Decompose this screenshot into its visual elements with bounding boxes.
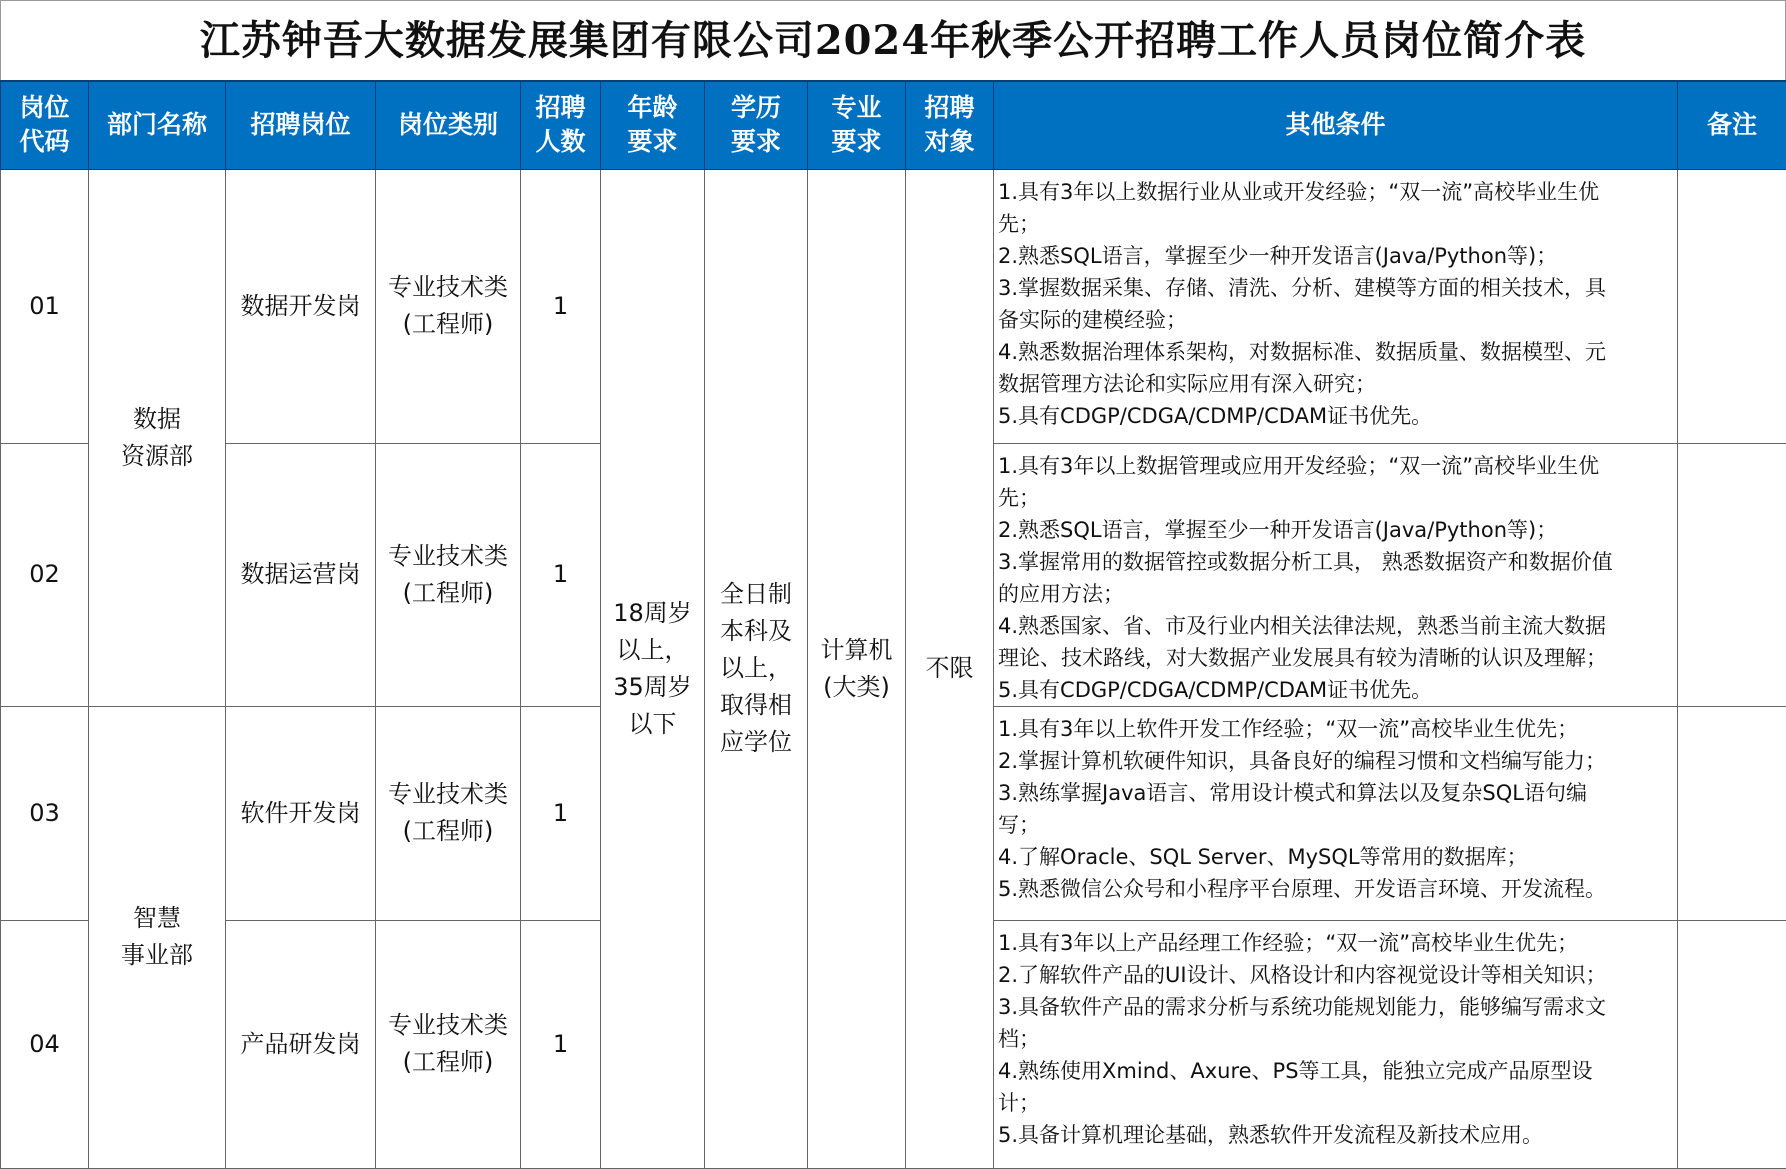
hire-count: 1 <box>521 169 601 443</box>
header-edu: 学历 要求 <box>705 81 808 169</box>
header-remarks: 备注 <box>1678 81 1786 169</box>
position-name: 软件开发岗 <box>226 706 376 920</box>
header-category: 岗位类别 <box>376 81 521 169</box>
position-name: 数据开发岗 <box>226 169 376 443</box>
position-name: 产品研发岗 <box>226 920 376 1168</box>
remarks-cell <box>1678 706 1786 920</box>
major-requirement: 计算机 (大类) <box>808 169 906 1168</box>
header-count: 招聘 人数 <box>521 81 601 169</box>
remarks-cell <box>1678 920 1786 1168</box>
header-conditions: 其他条件 <box>994 81 1678 169</box>
education-requirement: 全日制 本科及 以上， 取得相 应学位 <box>705 169 808 1168</box>
hire-count: 1 <box>521 443 601 706</box>
other-conditions: 1.具有3年以上数据管理或应用开发经验；“双一流”高校毕业生优 先； 2.熟悉SQL语言，掌握至少一种开发语言(Java/Python等)； 3.掌握常用的数据管控或数据分析工具， 熟悉数据资产和数据价值 的应用方法； 4.熟悉国家、省、市及行业内相关法律法规，熟悉当前主流大数据 理论、技术路线，对大数据产业发展具有较为清晰的认识及理解； 5.具有CDGP/CDGA/CDMP/CDAM证书优先。 <box>994 443 1678 706</box>
header-dept: 部门名称 <box>89 81 226 169</box>
position-code: 02 <box>1 443 89 706</box>
position-table <box>0 80 1786 1169</box>
header-position: 招聘岗位 <box>226 81 376 169</box>
header-age: 年龄 要求 <box>601 81 705 169</box>
table-row <box>1 169 1786 443</box>
header-major: 专业 要求 <box>808 81 906 169</box>
header-row <box>1 81 1786 169</box>
position-code: 04 <box>1 920 89 1168</box>
position-category: 专业技术类 (工程师) <box>376 169 521 443</box>
position-code: 01 <box>1 169 89 443</box>
hire-target: 不限 <box>906 169 994 1168</box>
position-category: 专业技术类 (工程师) <box>376 706 521 920</box>
position-code: 03 <box>1 706 89 920</box>
header-target: 招聘 对象 <box>906 81 994 169</box>
other-conditions: 1.具有3年以上数据行业从业或开发经验；“双一流”高校毕业生优 先； 2.熟悉SQL语言，掌握至少一种开发语言(Java/Python等)； 3.掌握数据采集、存储、清洗、分析、建模等方面的相关技术，具 备实际的建模经验； 4.熟悉数据治理体系架构，对数据标准、数据质量、数据模型、元 数据管理方法论和实际应用有深入研究； 5.具有CDGP/CDGA/CDMP/CDAM证书优先。 <box>994 169 1678 443</box>
header-code: 岗位 代码 <box>1 81 89 169</box>
department-name: 数据 资源部 <box>89 169 226 706</box>
other-conditions: 1.具有3年以上软件开发工作经验；“双一流”高校毕业生优先； 2.掌握计算机软硬件知识，具备良好的编程习惯和文档编写能力； 3.熟练掌握Java语言、常用设计模式和算法以及复杂SQL语句编 写； 4.了解Oracle、SQL Server、MySQL等常用的数据库； 5.熟悉微信公众号和小程序平台原理、开发语言环境、开发流程。 <box>994 706 1678 920</box>
other-conditions: 1.具有3年以上产品经理工作经验；“双一流”高校毕业生优先； 2.了解软件产品的UI设计、风格设计和内容视觉设计等相关知识； 3.具备软件产品的需求分析与系统功能规划能力，能够编写需求文 档； 4.熟练使用Xmind、Axure、PS等工具，能独立完成产品原型设 计； 5.具备计算机理论基础，熟悉软件开发流程及新技术应用。 <box>994 920 1678 1168</box>
age-requirement: 18周岁 以上， 35周岁 以下 <box>601 169 705 1168</box>
remarks-cell <box>1678 169 1786 443</box>
position-category: 专业技术类 (工程师) <box>376 443 521 706</box>
department-name: 智慧 事业部 <box>89 706 226 1168</box>
remarks-cell <box>1678 443 1786 706</box>
position-category: 专业技术类 (工程师) <box>376 920 521 1168</box>
hire-count: 1 <box>521 706 601 920</box>
page-title: 江苏钟吾大数据发展集团有限公司2024年秋季公开招聘工作人员岗位简介表 <box>0 0 1786 80</box>
hire-count: 1 <box>521 920 601 1168</box>
position-name: 数据运营岗 <box>226 443 376 706</box>
